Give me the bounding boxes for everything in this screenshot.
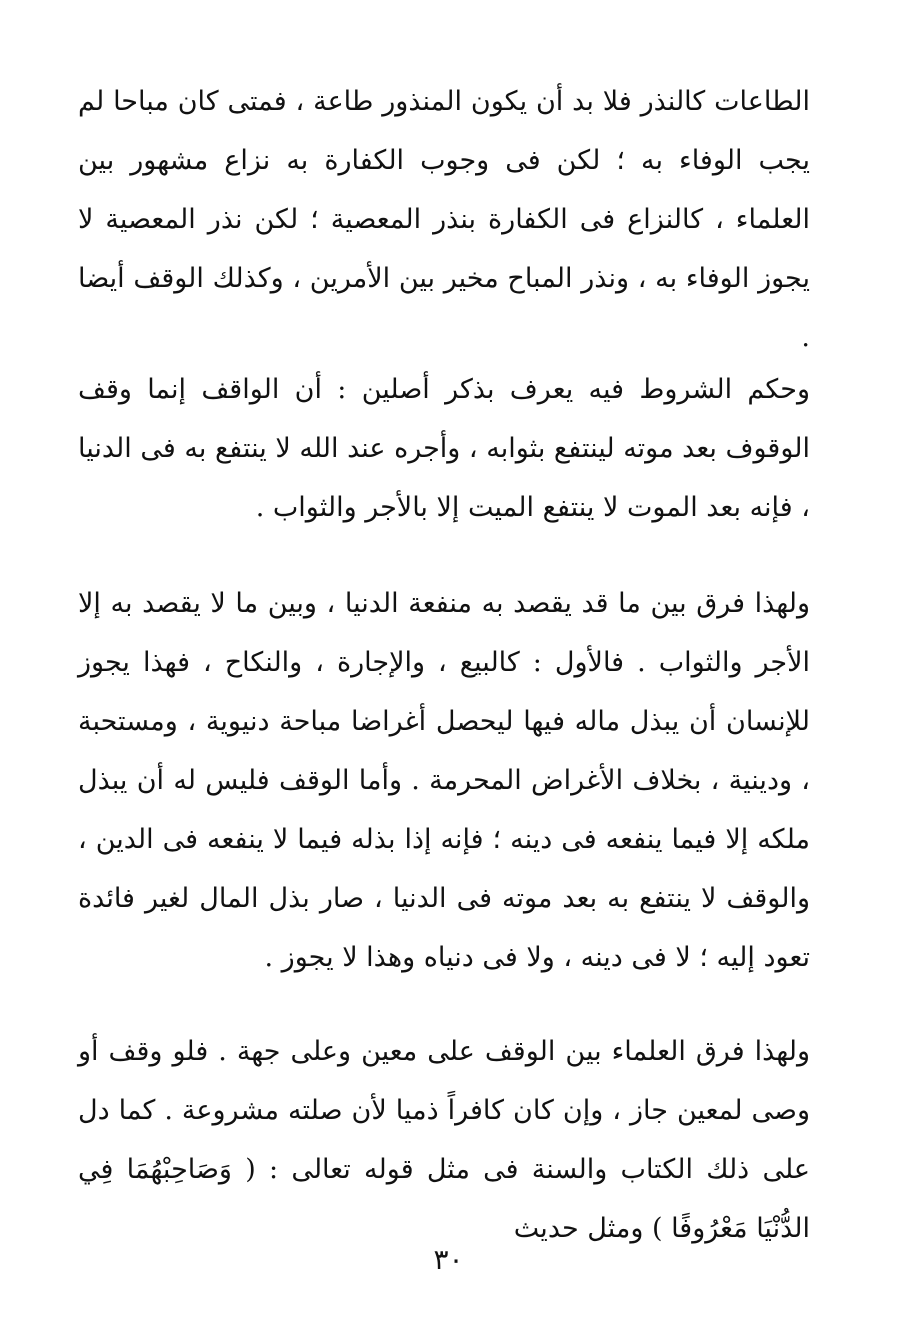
- paragraph-nadhr-kaffarah: الطاعات كالنذر فلا بد أن يكون المنذور طاعة ، فمتى كان مباحا لم يجب الوفاء به ؛ لكن فى وجوب الكفارة به نزاع مشهور بين العلماء ، كالنزاع فى الكفارة بنذر المعصية ؛ لكن نذر المعصية لا يجوز الوفاء به ، ونذر المباح مخير بين الأمرين ، وكذلك الوقف أيضا .: [78, 86, 810, 353]
- paragraph-farq-dunya-ajr: ولهذا فرق بين ما قد يقصد به منفعة الدنيا ، وبين ما لا يقصد به إلا الأجر والثواب . فالأول : كالبيع ، والإجارة ، والنكاح ، فهذا يجوز للإنسان أن يبذل ماله فيها ليحصل أغراضا مباحة دنيوية ، ومستحبة ، ودينية ، بخلاف الأغراض المحرمة . وأما الوقف فليس له أن يبذل ملكه إلا فيما ينفعه فى دينه ؛ فإنه إذا بذله فيما لا ينفعه فى الدين ، والوقف لا ينتفع به بعد موته فى الدنيا ، صار بذل المال لغير فائدة تعود إليه ؛ لا فى دينه ، ولا فى دنياه وهذا لا يجوز .: [78, 588, 810, 973]
- paragraph-shurut-waqf: وحكم الشروط فيه يعرف بذكر أصلين : أن الواقف إنما وقف الوقوف بعد موته لينتفع بثوابه ، وأجره عند الله لا ينتفع به فى الدنيا ، فإنه بعد الموت لا ينتفع الميت إلا بالأجر والثواب .: [78, 374, 810, 523]
- paragraph-waqf-muayyan: ولهذا فرق العلماء بين الوقف على معين وعلى جهة . فلو وقف أو وصى لمعين جاز ، وإن كان كافراً ذميا لأن صلته مشروعة . كما دل على ذلك الكتاب والسنة فى مثل قوله تعالى : ( وَصَاحِبْهُمَا فِي الدُّنْيَا مَعْرُوفًا ) ومثل حديث: [78, 1036, 810, 1244]
- page-number: ٣٠: [433, 1243, 464, 1276]
